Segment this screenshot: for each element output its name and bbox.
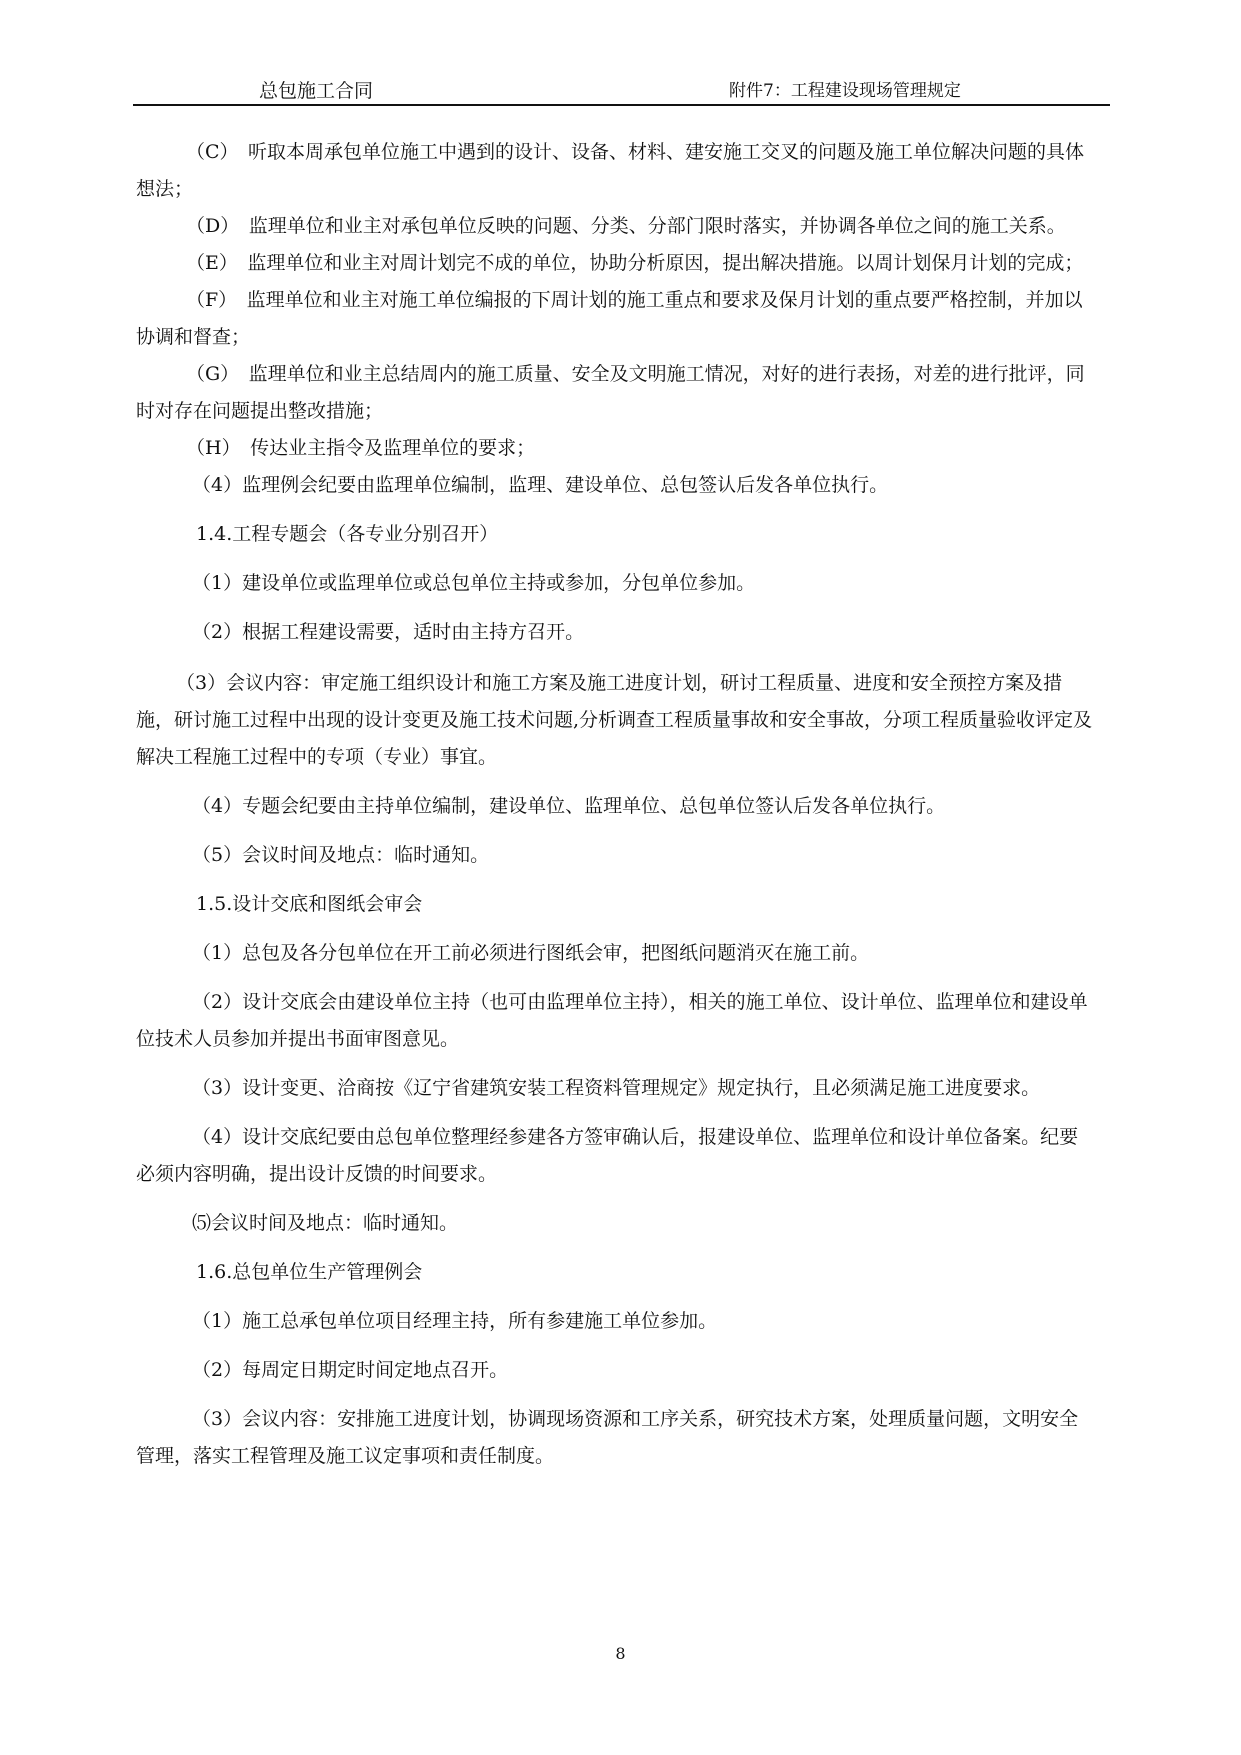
paragraph-f: （F） 监理单位和业主对施工单位编报的下周计划的施工重点和要求及保月计划的重点要严格控制，并加以协调和督查； — [136, 289, 1083, 348]
section-heading-1-4: 1.4.工程专题会（各专业分别召开） — [196, 523, 499, 545]
paragraph-item-3: （3）会议内容：审定施工组织设计和施工方案及施工进度计划，研讨工程质量、进度和安全预控方案及措施，研讨施工过程中出现的设计变更及施工技术问题,分析调查工程质量事故和安全事故，分项工程质量验收评定及解决工程施工过程中的专项（专业）事宜。 — [136, 672, 1093, 768]
header-title-right: 附件7：工程建设现场管理规定 — [729, 81, 961, 101]
paragraph-e: （E） 监理单位和业主对周计划完不成的单位，协助分析原因，提出解决措施。以周计划保月计划的完成； — [186, 252, 1084, 274]
paragraph-item-5: ⑸会议时间及地点：临时通知。 — [192, 1212, 459, 1234]
paragraph-item-1: （1）施工总承包单位项目经理主持，所有参建施工单位参加。 — [192, 1310, 718, 1332]
paragraph-h: （H） 传达业主指令及监理单位的要求； — [186, 437, 536, 459]
document-body — [136, 134, 1096, 1475]
page-header — [133, 72, 1110, 102]
paragraph-item-2: （2）设计交底会由建设单位主持（也可由监理单位主持），相关的施工单位、设计单位、监理单位和建设单位技术人员参加并提出书面审图意见。 — [136, 991, 1088, 1050]
page-number: 8 — [615, 1644, 626, 1663]
paragraph-c: （C） 听取本周承包单位施工中遇到的设计、设备、材料、建安施工交叉的问题及施工单位解决问题的具体想法； — [136, 141, 1085, 200]
section-heading-1-6: 1.6.总包单位生产管理例会 — [196, 1261, 423, 1283]
paragraph-item-1: （1）建设单位或监理单位或总包单位主持或参加，分包单位参加。 — [192, 572, 756, 594]
header-title-left: 总包施工合同 — [259, 80, 374, 102]
header-rule — [133, 104, 1110, 106]
paragraph-item-3: （3）会议内容：安排施工进度计划，协调现场资源和工序关系，研究技术方案，处理质量问题，文明安全管理，落实工程管理及施工议定事项和责任制度。 — [136, 1408, 1079, 1467]
paragraph-item-4: （4）专题会纪要由主持单位编制，建设单位、监理单位、总包单位签认后发各单位执行。 — [192, 795, 946, 817]
paragraph-item-2: （2）根据工程建设需要，适时由主持方召开。 — [192, 621, 585, 643]
paragraph-item-4: （4）监理例会纪要由监理单位编制，监理、建设单位、总包签认后发各单位执行。 — [192, 474, 889, 496]
paragraph-item-4: （4）设计交底纪要由总包单位整理经参建各方签审确认后，报建设单位、监理单位和设计单位备案。纪要必须内容明确，提出设计反馈的时间要求。 — [136, 1126, 1079, 1185]
paragraph-item-2: （2）每周定日期定时间定地点召开。 — [192, 1359, 509, 1381]
paragraph-item-5: （5）会议时间及地点：临时通知。 — [192, 844, 490, 866]
paragraph-item-3: （3）设计变更、洽商按《辽宁省建筑安装工程资料管理规定》规定执行，且必须满足施工进度要求。 — [192, 1077, 1041, 1099]
paragraph-g: （G） 监理单位和业主总结周内的施工质量、安全及文明施工情况，对好的进行表扬，对差的进行批评，同时对存在问题提出整改措施； — [136, 363, 1085, 422]
paragraph-item-1: （1）总包及各分包单位在开工前必须进行图纸会审，把图纸问题消灭在施工前。 — [192, 942, 870, 964]
paragraph-d: （D） 监理单位和业主对承包单位反映的问题、分类、分部门限时落实，并协调各单位之间的施工关系。 — [186, 215, 1066, 237]
section-heading-1-5: 1.5.设计交底和图纸会审会 — [196, 893, 423, 915]
